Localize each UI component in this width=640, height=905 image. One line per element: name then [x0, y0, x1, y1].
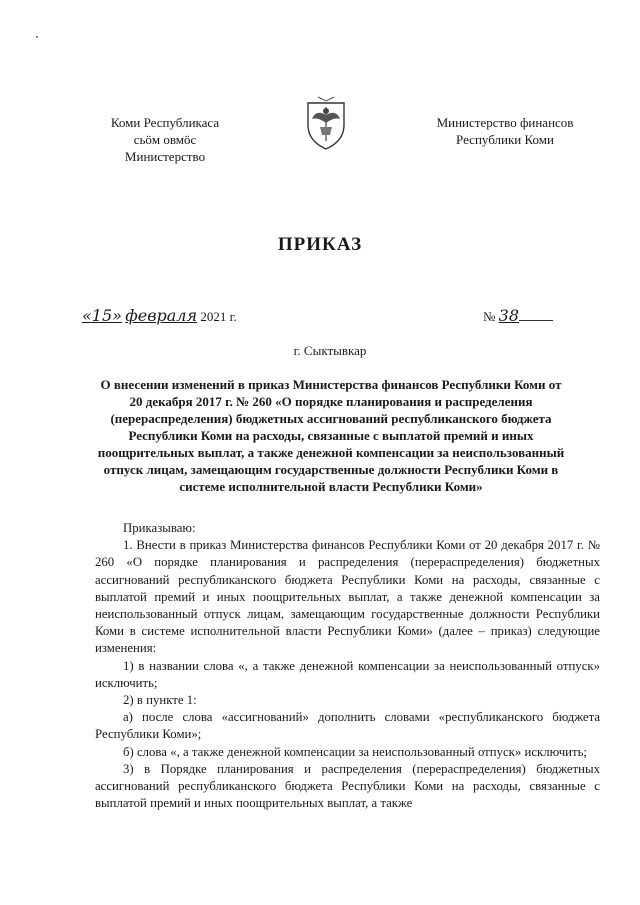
number-value: 38: [498, 306, 520, 325]
body-paragraph: 3) в Порядке планирования и распределения (перераспределения) бюджетных ассигнований республиканского бюджета Республики Коми на расходы, связанные с выплатой премий и иных поощрительных выплат, а также: [95, 761, 600, 811]
date-day: 15: [91, 306, 113, 325]
header-right-line: Министерство финансов: [436, 115, 574, 130]
document-title: ПРИКАЗ: [277, 234, 363, 255]
komi-coat-of-arms-icon: [304, 95, 348, 151]
header-left-line: сьӧм овмӧс: [133, 132, 197, 147]
body-paragraph: 1. Внести в приказ Министерства финансов Республики Коми от 20 декабря 2017 г. № 260 «О порядке планирования и распределения (перераспределения) бюджетных ассигнований республиканского бюджета Республики Коми на расходы, связанные с выплатой премий и иных поощрительных выплат, а также денежной компенсации за неиспользованный отпуск лицам, замещающим государственные должности Республики Коми в системе исполнительной власти Республики Коми» (далее – приказ) следующие изменения:: [95, 538, 600, 656]
header-ministry-name: [405, 114, 605, 148]
date-year: 2021 г.: [200, 309, 237, 324]
body-paragraph: б) слова «, а также денежной компенсации за неиспользованный отпуск» исключить;: [123, 744, 587, 759]
body-paragraph: 2) в пункте 1:: [123, 693, 197, 708]
order-date: [82, 306, 237, 325]
header-left-line: Коми Республикаса: [110, 115, 220, 130]
header-left-line: Министерство: [124, 149, 206, 164]
body-paragraph: 1) в названии слова «, а также денежной компенсации за неиспользованный отпуск» исключить;: [95, 658, 600, 690]
number-label: №: [483, 309, 496, 324]
date-month: февраля: [125, 306, 198, 325]
order-subject: О внесении изменений в приказ Министерства финансов Республики Коми от 20 декабря 2017 г. № 260 «О порядке планирования и распределения (перераспределения) бюджетных ассигнований республиканского бюджета Республики Коми на расходы, связанные с выплатой премий и иных поощрительных выплат, а также денежной компенсации за неиспользованный отпуск лицам, замещающим государственные должности Республики Коми в системе исполнительной власти Республики Коми»: [97, 377, 565, 494]
date-close-quote: »: [112, 306, 122, 325]
body-paragraph: а) после слова «ассигнований» дополнить словами «республиканского бюджета Республики Коми»;: [95, 710, 600, 742]
scan-speck: [36, 36, 38, 38]
order-number: [483, 306, 553, 325]
order-body: [95, 520, 600, 812]
header-komi-name: [70, 114, 260, 165]
city-name: г. Сыктывкар: [293, 343, 367, 358]
body-paragraph: Приказываю:: [123, 521, 196, 535]
header-right-line: Республики Коми: [456, 132, 554, 147]
date-open-quote: «: [82, 306, 92, 325]
